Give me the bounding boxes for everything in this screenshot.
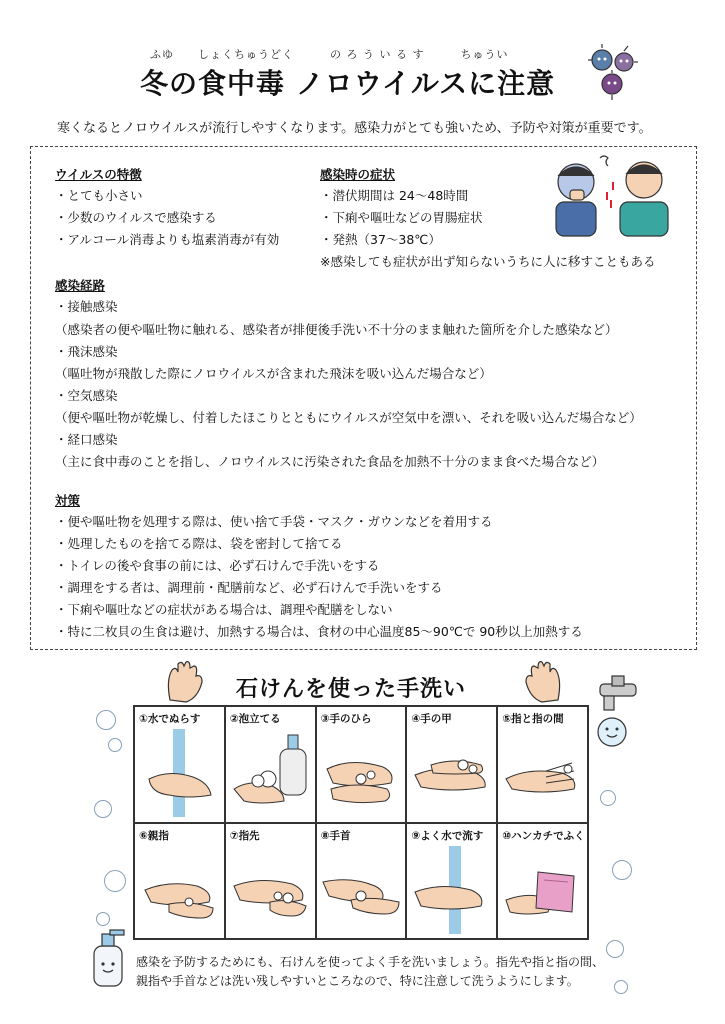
handwash-step [497,706,588,823]
handwash-step [225,706,316,823]
route-desc: （主に食中毒のことを指し、ノロウイルスに汚染された食品を加熱不十分のまま食べた場合など） [55,454,605,469]
route-desc: （便や嘔吐物が乾燥し、付着したほこりとともにウイルスが空気中を漂い、それを吸い込んだ場合など） [55,410,642,425]
handwash-step [316,706,407,823]
handwash-title: 石けんを使った手洗い [236,677,467,702]
bubble-decoration [600,790,616,806]
step-label: ③手のひら [320,713,372,725]
route-name: ・経口感染 [55,432,118,447]
step-label: ⑥親指 [139,829,169,842]
bubble-decoration [606,940,624,958]
symptom-item: ・下痢や嘔吐などの胃腸症状 [320,210,483,225]
water-hands-icon [139,729,221,817]
subtitle: 寒くなるとノロウイルスが流行しやすくなります。感染力がとても強いため、予防や対策が重要です。 [57,121,652,136]
step-label: ⑦指先 [229,829,260,842]
back-hand-icon [411,729,493,817]
measure-item: ・特に二枚貝の生食は避け、加熱する場合は、食材の中心温度85～90℃で 90秒以上加熱する [55,624,583,639]
faucet-icon [590,674,650,754]
route-desc: （感染者の便や嘔吐物に触れる、感染者が排便後手洗い不十分のまま触れた箇所を介した感染など） [55,322,618,337]
measure-item: ・処理したものを捨てる際は、袋を密封して捨てる [55,536,343,551]
hand-icon [520,660,566,704]
measures-heading: 対策 [55,493,81,508]
routes-heading: 感染経路 [55,278,106,293]
bubble-decoration [108,738,122,752]
handwash-step [406,823,497,940]
handwash-step [134,823,225,940]
route-desc: （嘔吐物が飛散した際にノロウイルスが含まれた飛沫を吸い込んだ場合など） [55,366,492,381]
symptom-item: ・潜伏期間は 24～48時間 [320,188,469,203]
title-ruby: ふゆ しょくちゅうどく の ろ う い る す ちゅうい [150,48,509,61]
virus-feature-item: ・とても小さい [55,188,143,203]
measure-item: ・調理をする者は、調理前・配膳前など、必ず石けんで手洗いをする [55,580,443,595]
handwash-steps-grid [133,705,589,940]
virus-features-heading: ウイルスの特徴 [55,167,142,182]
measure-item: ・下痢や嘔吐などの症状がある場合は、調理や配膳をしない [55,602,393,617]
step-label: ④手の甲 [411,713,452,725]
fingertip-icon [230,846,312,934]
step-label: ①水でぬらす [139,713,201,725]
wrist-icon [321,846,403,934]
page-title: 冬の食中毒 ノロウイルスに注意 [140,67,556,100]
measure-item: ・便や嘔吐物を処理する際は、使い捨て手袋・マスク・ガウンなどを着用する [55,514,493,529]
measure-item: ・トイレの後や食事の前には、必ず石けんで手洗いをする [55,558,380,573]
symptom-note: ※感染しても症状が出ず知らないうちに人に移すこともある [320,254,656,269]
step-label: ⑨よく水で流す [411,829,484,842]
bubble-decoration [104,870,126,892]
symptoms-heading: 感染時の症状 [320,167,396,182]
handwash-step [225,823,316,940]
soap-mascot-icon [88,928,128,990]
bubble-decoration [94,800,112,818]
handwash-footer: 親指や手首などは洗い残しやすいところなので、特に注意して洗うようにします。 [136,974,579,988]
soap-bottle-icon [230,729,312,817]
handwash-step [134,706,225,823]
route-name: ・飛沫感染 [55,344,118,359]
bubble-decoration [96,710,116,730]
step-label: ②泡立てる [229,713,281,725]
virus-icon [588,44,638,102]
route-name: ・接触感染 [55,299,118,314]
rinse-icon [411,846,493,934]
step-label: ⑩ハンカチでふく [502,829,585,842]
bubble-decoration [96,912,110,926]
bubble-decoration [612,860,632,880]
symptom-item: ・発熱（37～38℃） [320,232,441,247]
palm-rub-icon [321,729,403,817]
handwash-step [497,823,588,940]
handwash-step [406,706,497,823]
between-fingers-icon [502,729,584,817]
route-name: ・空気感染 [55,388,118,403]
hand-icon [162,660,208,704]
handwash-footer: 感染を予防するためにも、石けんを使ってよく手を洗いましょう。指先や指と指の間、 [136,955,605,969]
handkerchief-icon [502,846,584,934]
handwash-step [316,823,407,940]
step-label: ⑧手首 [320,829,351,842]
virus-feature-item: ・少数のウイルスで感染する [55,210,217,225]
bubble-decoration [614,980,628,994]
thumb-rub-icon [139,846,221,934]
virus-feature-item: ・アルコール消毒よりも塩素消毒が有効 [55,232,280,247]
step-label: ⑤指と指の間 [502,713,564,725]
sick-people-illustration [548,152,680,238]
